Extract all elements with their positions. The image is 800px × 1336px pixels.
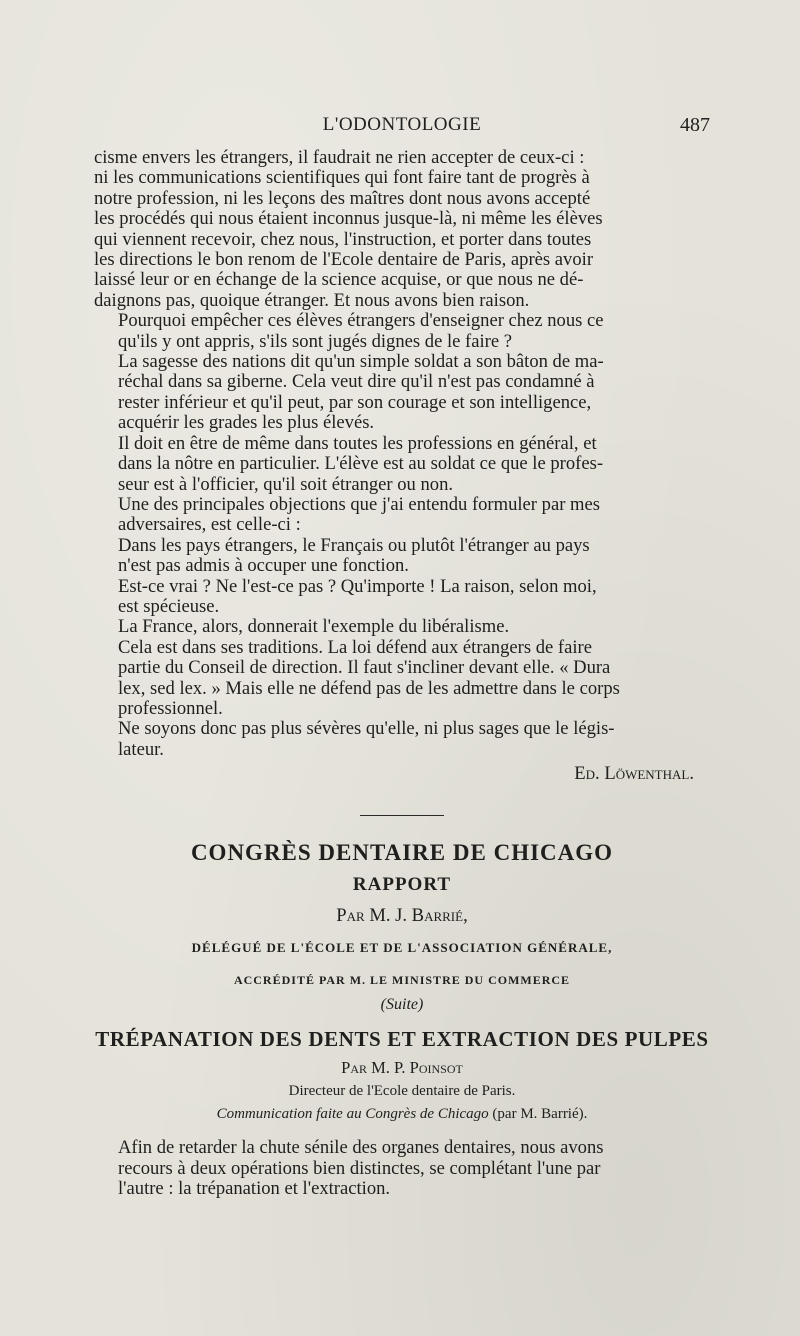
article-title: TRÉPANATION DES DENTS ET EXTRACTION DES PULPES (95, 1027, 709, 1052)
text-line: qu'ils y ont appris, s'ils sont jugés dignes de le faire ? (118, 330, 513, 352)
author-signature (94, 764, 710, 784)
text-line: Il doit en être de même dans toutes les professions en général, et (118, 432, 597, 454)
text-line: l'autre : la trépanation et l'extraction. (118, 1177, 391, 1199)
report-byline (94, 904, 710, 928)
page-body (94, 148, 710, 1199)
text-line: La France, alors, donnerait l'exemple du libéralisme. (118, 616, 510, 638)
page-number: 487 (680, 114, 710, 136)
text-line: Une des principales objections que j'ai entendu formuler par mes (118, 493, 600, 515)
communication-roman: (par M. Barrié). (492, 1106, 588, 1123)
text-line: les procédés qui nous étaient inconnus jusque-là, ni même les élèves (94, 208, 603, 230)
communication-note (94, 1102, 710, 1126)
text-line: est spécieuse. (118, 595, 220, 617)
running-title: L'ODONTOLOGIE (322, 114, 482, 135)
text-line: dans la nôtre en particulier. L'élève est au soldat ce que le profes- (118, 453, 604, 475)
text-line: rester inférieur et qu'il peut, par son courage et son intelligence, (118, 391, 592, 413)
text-line: cisme envers les étrangers, il faudrait ne rien accepter de ceux-ci : (94, 147, 585, 168)
article-body (94, 1138, 710, 1199)
letter-body (94, 148, 710, 760)
text-line: qui viennent recevoir, chez nous, l'instruction, et porter dans toutes (94, 228, 592, 250)
paragraph (94, 577, 710, 618)
signature-text: Ed. Löwenthal. (574, 763, 694, 785)
text-line: Dans les pays étrangers, le Français ou plutôt l'étranger au pays (118, 534, 590, 556)
paragraph (94, 311, 710, 352)
text-line: laissé leur or en échange de la science acquise, or que nous ne dé- (94, 269, 584, 291)
paragraph (94, 638, 710, 720)
text-line: réchal dans sa giberne. Cela veut dire qu'il n'est pas condamné à (118, 371, 595, 393)
paragraph (94, 1138, 710, 1199)
paragraph (94, 495, 710, 536)
text-line: seur est à l'officier, qu'il soit étranger ou non. (118, 473, 454, 495)
text-line: Pourquoi empêcher ces élèves étrangers d'enseigner chez nous ce (118, 310, 604, 332)
paragraph (94, 148, 710, 311)
text-line: Est-ce vrai ? Ne l'est-ce pas ? Qu'importe ! La raison, selon moi, (118, 575, 597, 597)
text-line: Cela est dans ses traditions. La loi défend aux étrangers de faire (118, 636, 592, 658)
text-line: lateur. (118, 738, 164, 760)
congress-title: CONGRÈS DENTAIRE DE CHICAGO (190, 840, 614, 866)
author-affiliation: Directeur de l'Ecole dentaire de Paris. (288, 1083, 516, 1100)
paragraph (94, 536, 710, 577)
text-line: Afin de retarder la chute sénile des organes dentaires, nous avons (118, 1137, 604, 1159)
text-line: notre profession, ni les leçons des maîtres dont nous avons accepté (94, 187, 591, 209)
report-author: Par M. J. Barrié, (336, 905, 468, 927)
text-line: acquérir les grades les plus élevés. (118, 412, 375, 434)
paragraph (94, 719, 710, 760)
text-line: La sagesse des nations dit qu'un simple soldat a son bâton de ma- (118, 351, 604, 373)
text-line: adversaires, est celle-ci : (118, 514, 301, 536)
text-line: Ne soyons donc pas plus sévères qu'elle, ni plus sages que le légis- (118, 718, 615, 740)
report-heading: RAPPORT (352, 874, 452, 896)
text-line: n'est pas admis à occuper une fonction. (118, 555, 409, 577)
paragraph (94, 434, 710, 495)
communication-italic: Communication faite au Congrès de Chicago (216, 1106, 489, 1123)
continued-note: (Suite) (380, 996, 424, 1014)
article-author: Par M. P. Poinsot (341, 1058, 463, 1078)
paragraph (94, 352, 710, 434)
text-line: professionnel. (118, 697, 223, 719)
paragraph (94, 617, 710, 637)
credential-line-2: ACCRÉDITÉ PAR M. LE MINISTRE DU COMMERCE (233, 973, 571, 988)
text-line: ni les communications scientifiques qui font faire tant de progrès à (94, 167, 590, 189)
section-divider (360, 815, 444, 817)
text-line: partie du Conseil de direction. Il faut s'incliner devant elle. « Dura (118, 657, 611, 679)
text-line: daignons pas, quoique étranger. Et nous avons bien raison. (94, 289, 530, 311)
text-line: recours à deux opérations bien distinctes, se complétant l'une par (118, 1157, 601, 1179)
text-line: les directions le bon renom de l'Ecole dentaire de Paris, après avoir (94, 249, 594, 271)
article-byline (94, 1056, 710, 1080)
text-line: lex, sed lex. » Mais elle ne défend pas de les admettre dans le corps (118, 677, 620, 699)
page-header (94, 114, 710, 140)
credential-line-1: DÉLÉGUÉ DE L'ÉCOLE ET DE L'ASSOCIATION GÉNÉRALE, (191, 940, 613, 956)
